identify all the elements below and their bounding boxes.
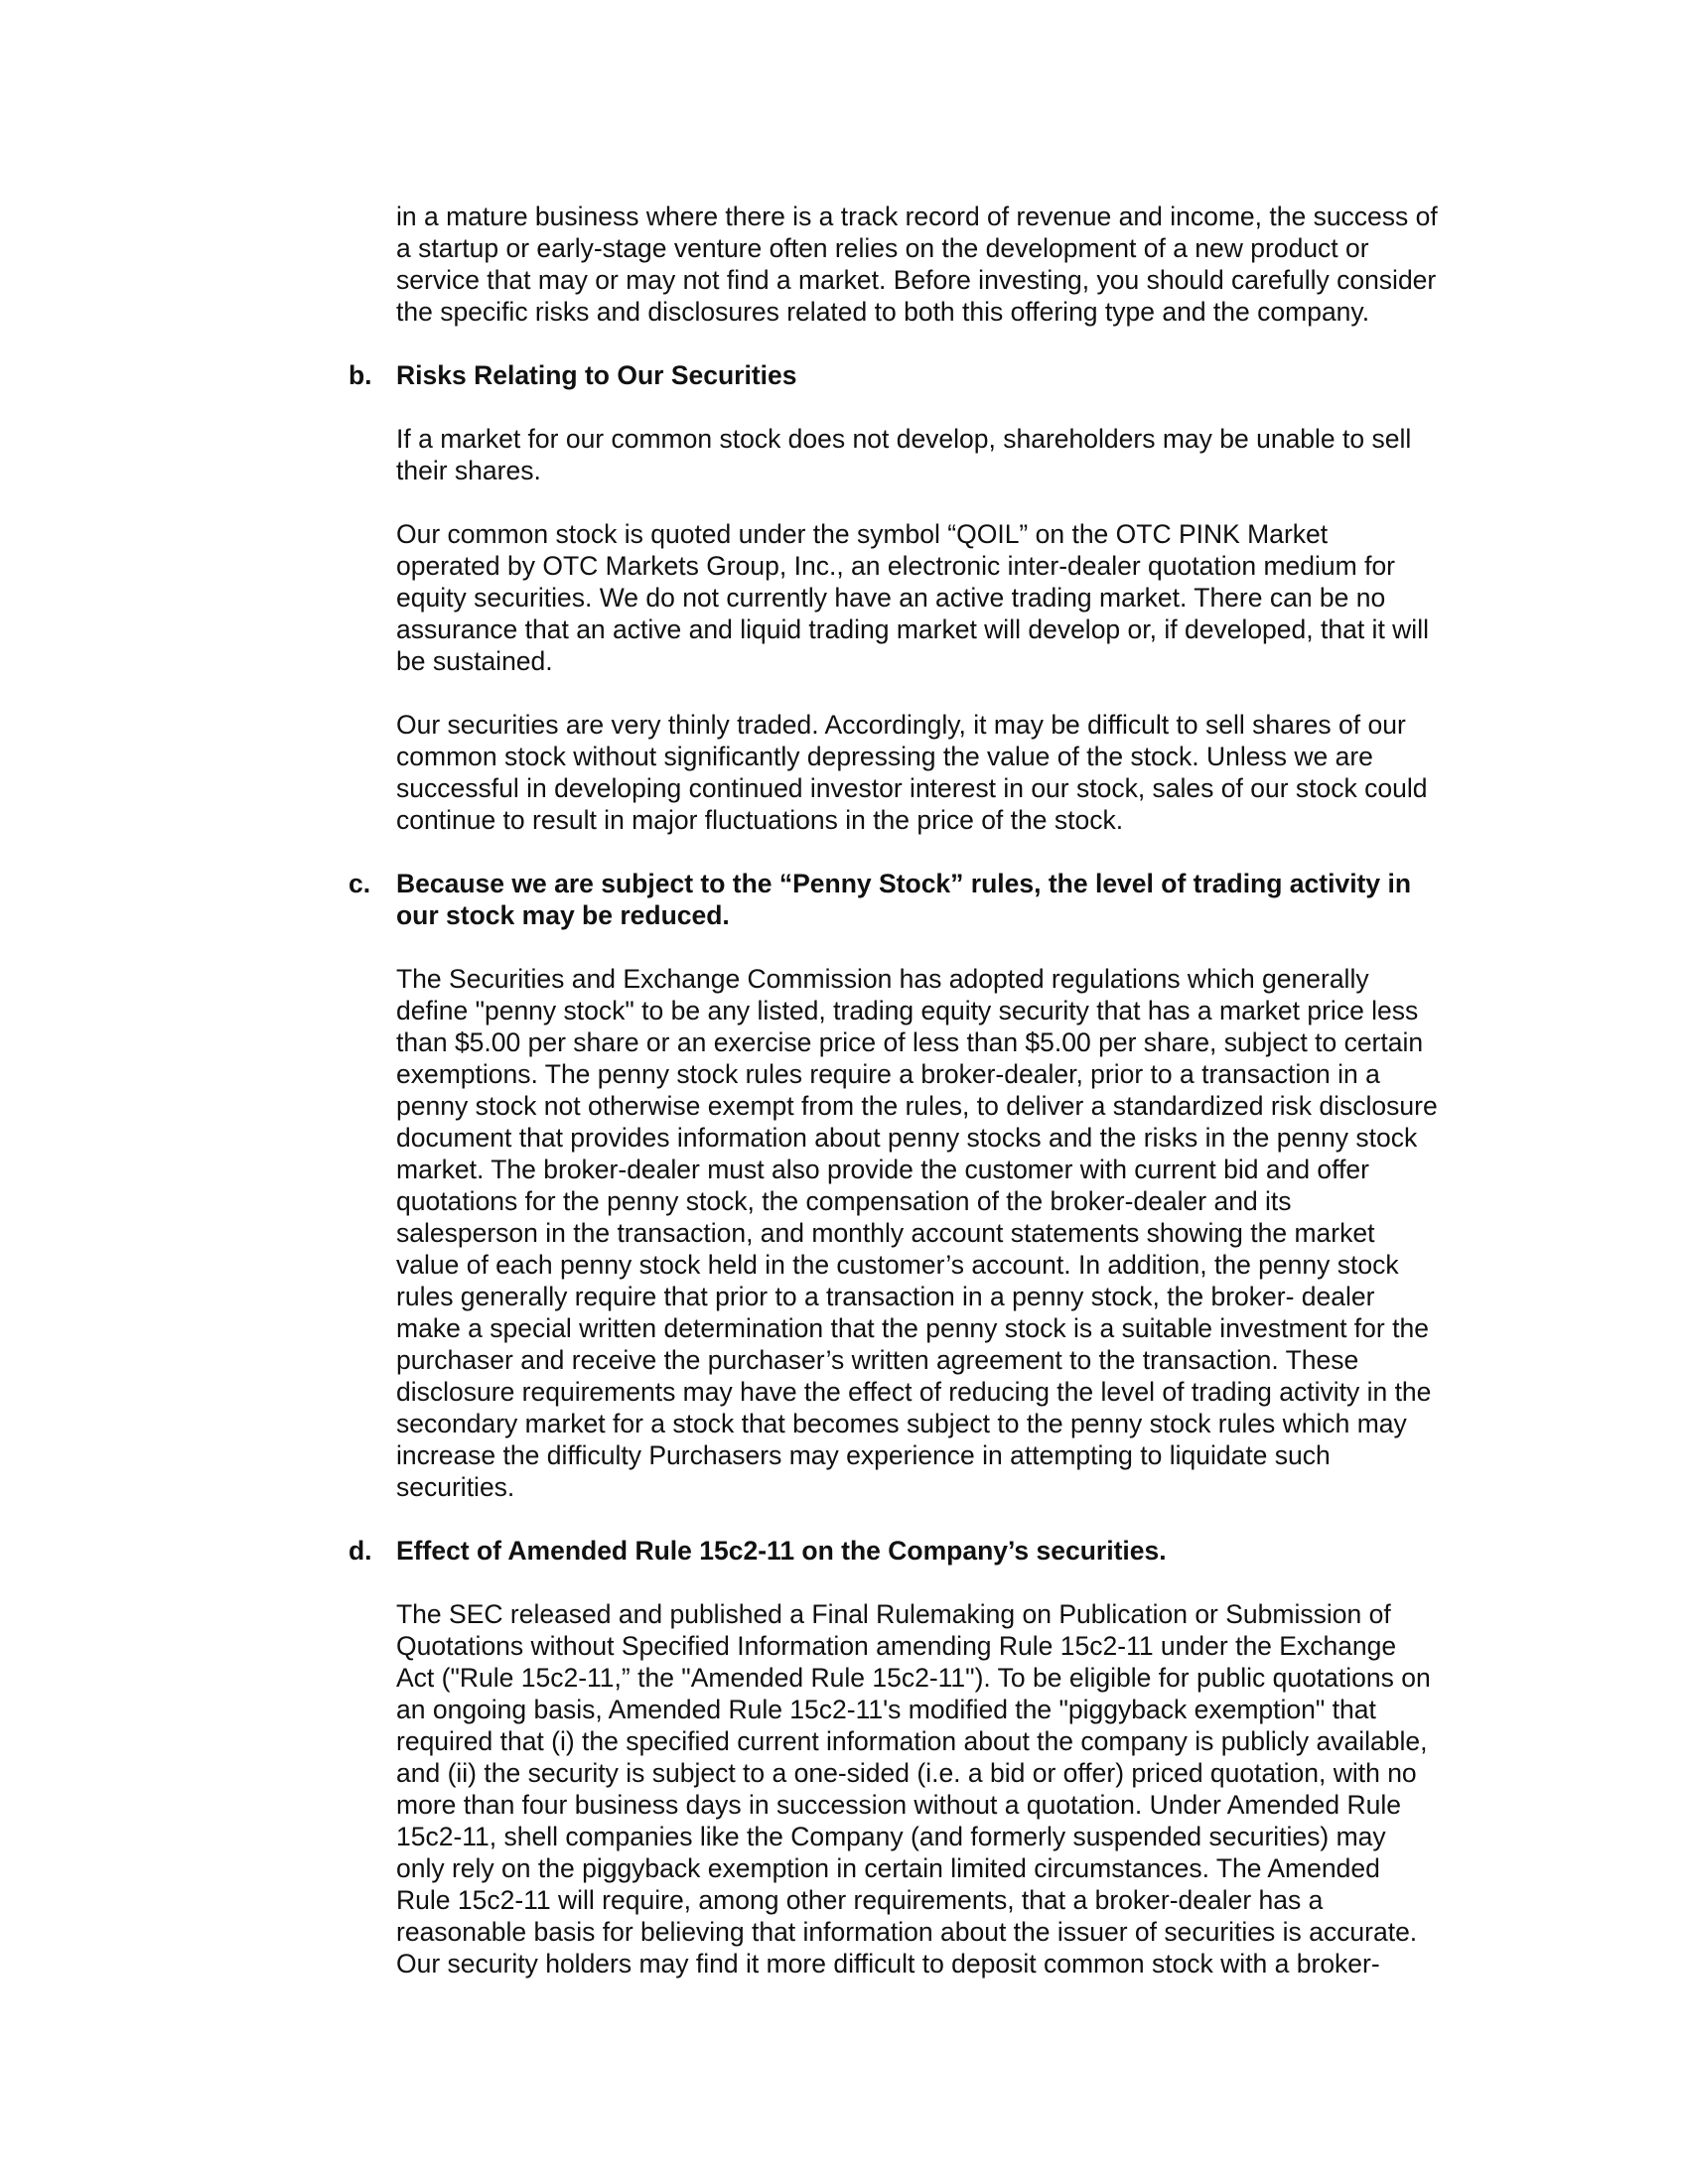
heading-line: our stock may be reduced. (396, 900, 730, 930)
text-line: secondary market for a stock that becomes subject to the penny stock rules which may (396, 1409, 1407, 1438)
heading-line: Because we are subject to the “Penny Stock” rules, the level of trading activity in (396, 869, 1412, 898)
text-line: an ongoing basis, Amended Rule 15c2-11's modified the "piggyback exemption" that (396, 1695, 1376, 1724)
text-line: be sustained. (396, 646, 553, 676)
text-line: and (ii) the security is subject to a one-sided (i.e. a bid or offer) priced quotation, with no (396, 1758, 1417, 1788)
paragraph (349, 423, 1540, 486)
text-line: Rule 15c2-11 will require, among other requirements, that a broker-dealer has a (396, 1885, 1324, 1915)
text-line: exemptions. The penny stock rules require a broker-dealer, prior to a transaction in a (396, 1059, 1380, 1089)
heading-line: Risks Relating to Our Securities (396, 360, 797, 390)
text-line: operated by OTC Markets Group, Inc., an electronic inter-dealer quotation medium for (396, 551, 1396, 581)
text-line: make a special written determination that the penny stock is a suitable investment for the (396, 1313, 1429, 1343)
text-line: Our security holders may find it more difficult to deposit common stock with a broker- (396, 1949, 1380, 1979)
text-line: in a mature business where there is a track record of revenue and income, the success of (396, 202, 1438, 231)
section-letter: c. (349, 869, 371, 898)
text-line: assurance that an active and liquid trading market will develop or, if developed, that it will (396, 614, 1429, 644)
text-line: quotations for the penny stock, the compensation of the broker-dealer and its (396, 1186, 1292, 1216)
paragraph (349, 518, 1540, 677)
text-line: penny stock not otherwise exempt from the rules, to deliver a standardized risk disclosure (396, 1091, 1438, 1121)
section-letter: d. (349, 1536, 372, 1566)
text-line: only rely on the piggyback exemption in certain limited circumstances. The Amended (396, 1853, 1380, 1883)
text-line: rules generally require that prior to a transaction in a penny stock, the broker- dealer (396, 1282, 1375, 1311)
text-line: salesperson in the transaction, and monthly account statements showing the market (396, 1218, 1375, 1248)
section-heading (349, 1535, 1540, 1567)
text-line: common stock without significantly depressing the value of the stock. Unless we are (396, 742, 1373, 771)
paragraph (349, 201, 1540, 328)
text-line: securities. (396, 1472, 515, 1502)
document-page (349, 201, 1540, 2011)
text-line: If a market for our common stock does not develop, shareholders may be unable to sell (396, 424, 1412, 454)
text-line: Quotations without Specified Information amending Rule 15c2-11 under the Exchange (396, 1631, 1397, 1661)
text-line: successful in developing continued investor interest in our stock, sales of our stock could (396, 773, 1428, 803)
text-line: reasonable basis for believing that information about the issuer of securities is accurate. (396, 1917, 1418, 1947)
text-line: more than four business days in succession without a quotation. Under Amended Rule (396, 1790, 1402, 1820)
text-line: required that (i) the specified current information about the company is publicly available, (396, 1726, 1428, 1756)
text-line: increase the difficulty Purchasers may experience in attempting to liquidate such (396, 1440, 1331, 1470)
text-line: their shares. (396, 456, 541, 485)
text-line: disclosure requirements may have the effect of reducing the level of trading activity in the (396, 1377, 1432, 1407)
text-line: Our securities are very thinly traded. Accordingly, it may be difficult to sell shares of our (396, 710, 1406, 740)
paragraph (349, 963, 1540, 1503)
section-heading (349, 868, 1540, 931)
section-heading (349, 359, 1540, 391)
text-line: continue to result in major fluctuations in the price of the stock. (396, 805, 1124, 835)
section-letter: b. (349, 360, 372, 390)
text-line: market. The broker-dealer must also provide the customer with current bid and offer (396, 1155, 1369, 1184)
paragraph (349, 1598, 1540, 1979)
text-line: The SEC released and published a Final Rulemaking on Publication or Submission of (396, 1599, 1391, 1629)
text-line: service that may or may not find a market. Before investing, you should carefully consider (396, 265, 1437, 295)
text-line: Our common stock is quoted under the symbol “QOIL” on the OTC PINK Market (396, 519, 1329, 549)
text-line: Act ("Rule 15c2-11,” the "Amended Rule 15c2-11"). To be eligible for public quotations on (396, 1663, 1431, 1693)
heading-line: Effect of Amended Rule 15c2-11 on the Company’s securities. (396, 1536, 1167, 1566)
text-line: value of each penny stock held in the customer’s account. In addition, the penny stock (396, 1250, 1399, 1280)
text-line: purchaser and receive the purchaser’s written agreement to the transaction. These (396, 1345, 1359, 1375)
text-line: 15c2-11, shell companies like the Company (and formerly suspended securities) may (396, 1822, 1386, 1851)
text-line: a startup or early-stage venture often relies on the development of a new product or (396, 233, 1369, 263)
text-line: define "penny stock" to be any listed, trading equity security that has a market price less (396, 996, 1419, 1025)
text-line: document that provides information about penny stocks and the risks in the penny stock (396, 1123, 1418, 1153)
paragraph (349, 709, 1540, 836)
text-line: than $5.00 per share or an exercise price of less than $5.00 per share, subject to certain (396, 1027, 1424, 1057)
text-line: the specific risks and disclosures related to both this offering type and the company. (396, 297, 1370, 327)
text-line: equity securities. We do not currently have an active trading market. There can be no (396, 583, 1386, 613)
text-line: The Securities and Exchange Commission has adopted regulations which generally (396, 964, 1369, 994)
